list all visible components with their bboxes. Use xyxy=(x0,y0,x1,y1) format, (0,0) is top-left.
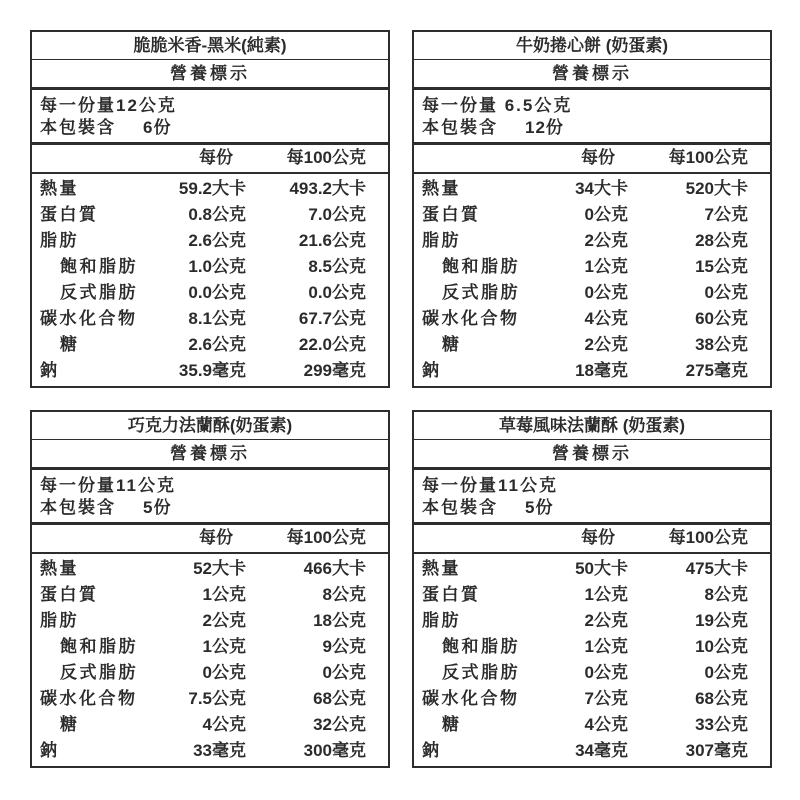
package-count-line xyxy=(422,117,770,139)
table-row xyxy=(32,332,388,358)
serving-size-line: 每一份量11公克 xyxy=(422,476,558,495)
table-row xyxy=(414,306,770,332)
package-label: 本包裝含 xyxy=(422,118,498,137)
nutrient-rows xyxy=(32,554,388,766)
per-serving-value: 1公克 xyxy=(584,637,628,656)
serving-size-line: 每一份量 6.5公克 xyxy=(422,96,573,115)
table-row xyxy=(414,608,770,634)
serving-size-line: 每一份量12公克 xyxy=(40,96,177,115)
table-row xyxy=(414,176,770,202)
serving-info xyxy=(414,470,770,525)
per-serving-value: 7.5公克 xyxy=(188,689,246,708)
nutrient-label: 飽和脂肪 xyxy=(442,257,520,276)
per-serving-header: 每份 xyxy=(199,148,233,167)
nutrient-label: 鈉 xyxy=(40,361,60,380)
per-serving-value: 34毫克 xyxy=(575,741,628,760)
per-serving-value: 4公克 xyxy=(584,309,628,328)
table-row xyxy=(32,176,388,202)
per-serving-value: 1公克 xyxy=(584,585,628,604)
per-100g-value: 0.0公克 xyxy=(308,283,366,302)
per-serving-value: 1公克 xyxy=(202,585,246,604)
per-100g-value: 60公克 xyxy=(695,309,748,328)
product-title: 草莓風味法蘭酥 (奶蛋素) xyxy=(414,412,770,440)
per-100g-value: 67.7公克 xyxy=(298,309,366,328)
per-serving-header: 每份 xyxy=(581,148,615,167)
nutrient-label: 飽和脂肪 xyxy=(60,637,138,656)
per-100g-value: 68公克 xyxy=(695,689,748,708)
per-serving-value: 0.8公克 xyxy=(188,205,246,224)
nutrient-label: 碳水化合物 xyxy=(40,689,138,708)
nutrient-label: 反式脂肪 xyxy=(60,663,138,682)
per-100g-header: 每100公克 xyxy=(286,148,366,167)
serving-info xyxy=(32,90,388,145)
per-100g-value: 493.2大卡 xyxy=(289,179,366,198)
table-row xyxy=(414,686,770,712)
nutrient-label: 蛋白質 xyxy=(40,205,99,224)
per-100g-value: 520大卡 xyxy=(685,179,748,198)
per-100g-value: 28公克 xyxy=(695,231,748,250)
per-serving-value: 4公克 xyxy=(202,715,246,734)
per-100g-value: 299毫克 xyxy=(303,361,366,380)
table-row xyxy=(414,228,770,254)
table-row xyxy=(414,738,770,764)
per-serving-value: 52大卡 xyxy=(193,559,246,578)
table-row xyxy=(32,686,388,712)
column-headers xyxy=(414,525,770,554)
package-count-line xyxy=(422,497,770,519)
column-headers xyxy=(32,525,388,554)
table-row xyxy=(32,634,388,660)
per-serving-value: 35.9毫克 xyxy=(178,361,246,380)
per-serving-value: 2公克 xyxy=(202,611,246,630)
nutrient-label: 脂肪 xyxy=(40,611,79,630)
nutrition-facts-heading: 營養標示 xyxy=(32,440,388,470)
nutrient-label: 熱量 xyxy=(40,179,79,198)
per-serving-value: 33毫克 xyxy=(193,741,246,760)
per-100g-value: 33公克 xyxy=(695,715,748,734)
per-serving-value: 59.2大卡 xyxy=(178,179,246,198)
nutrient-label: 脂肪 xyxy=(40,231,79,250)
nutrient-label: 飽和脂肪 xyxy=(60,257,138,276)
table-row xyxy=(414,660,770,686)
nutrient-label: 飽和脂肪 xyxy=(442,637,520,656)
nutrient-label: 反式脂肪 xyxy=(442,283,520,302)
nutrition-facts-heading: 營養標示 xyxy=(414,60,770,90)
per-100g-value: 9公克 xyxy=(322,637,366,656)
per-100g-header: 每100公克 xyxy=(668,528,748,547)
nutrient-rows xyxy=(414,554,770,766)
table-row xyxy=(32,358,388,384)
nutrient-label: 鈉 xyxy=(40,741,60,760)
table-row xyxy=(32,608,388,634)
column-headers xyxy=(32,145,388,174)
table-row xyxy=(32,280,388,306)
per-100g-value: 18公克 xyxy=(313,611,366,630)
package-count: 5份 xyxy=(143,498,172,517)
table-row xyxy=(32,228,388,254)
table-row xyxy=(414,254,770,280)
per-serving-value: 1公克 xyxy=(202,637,246,656)
nutrient-rows xyxy=(414,174,770,386)
nutrient-label: 蛋白質 xyxy=(422,205,481,224)
per-100g-value: 38公克 xyxy=(695,335,748,354)
nutrient-label: 碳水化合物 xyxy=(40,309,138,328)
nutrient-label: 熱量 xyxy=(422,179,461,198)
per-100g-value: 0公克 xyxy=(704,663,748,682)
per-100g-value: 8公克 xyxy=(704,585,748,604)
per-100g-value: 8.5公克 xyxy=(308,257,366,276)
per-serving-value: 2.6公克 xyxy=(188,335,246,354)
per-serving-value: 4公克 xyxy=(584,715,628,734)
per-serving-value: 2公克 xyxy=(584,335,628,354)
per-100g-value: 68公克 xyxy=(313,689,366,708)
nutrition-table-strawberry-wafer xyxy=(412,410,772,768)
per-serving-value: 0公克 xyxy=(584,283,628,302)
nutrient-rows xyxy=(32,174,388,386)
per-100g-value: 32公克 xyxy=(313,715,366,734)
nutrient-label: 碳水化合物 xyxy=(422,309,520,328)
per-serving-header: 每份 xyxy=(581,528,615,547)
per-100g-header: 每100公克 xyxy=(668,148,748,167)
product-title: 巧克力法蘭酥(奶蛋素) xyxy=(32,412,388,440)
per-100g-value: 19公克 xyxy=(695,611,748,630)
serving-size-line: 每一份量11公克 xyxy=(40,476,176,495)
table-row xyxy=(32,556,388,582)
per-serving-value: 2.6公克 xyxy=(188,231,246,250)
per-serving-value: 34大卡 xyxy=(575,179,628,198)
table-row xyxy=(32,306,388,332)
nutrition-table-crispy-rice xyxy=(30,30,390,388)
nutrition-facts-heading: 營養標示 xyxy=(32,60,388,90)
table-row xyxy=(414,556,770,582)
per-100g-value: 21.6公克 xyxy=(298,231,366,250)
product-title: 脆脆米香-黑米(純素) xyxy=(32,32,388,60)
table-row xyxy=(414,634,770,660)
per-serving-value: 1.0公克 xyxy=(188,257,246,276)
table-row xyxy=(414,358,770,384)
per-serving-value: 0公克 xyxy=(584,663,628,682)
nutrient-label: 鈉 xyxy=(422,741,442,760)
package-count: 12份 xyxy=(525,118,564,137)
per-serving-value: 7公克 xyxy=(584,689,628,708)
table-row xyxy=(32,660,388,686)
nutrition-table-milk-roll xyxy=(412,30,772,388)
per-100g-value: 22.0公克 xyxy=(298,335,366,354)
nutrient-label: 糖 xyxy=(60,335,80,354)
table-row xyxy=(414,582,770,608)
table-row xyxy=(32,254,388,280)
package-label: 本包裝含 xyxy=(40,118,116,137)
per-serving-value: 50大卡 xyxy=(575,559,628,578)
per-100g-value: 7.0公克 xyxy=(308,205,366,224)
nutrient-label: 熱量 xyxy=(40,559,79,578)
column-headers xyxy=(414,145,770,174)
per-serving-header: 每份 xyxy=(199,528,233,547)
per-serving-value: 1公克 xyxy=(584,257,628,276)
nutrient-label: 脂肪 xyxy=(422,611,461,630)
nutrition-labels-grid xyxy=(30,30,772,768)
nutrient-label: 脂肪 xyxy=(422,231,461,250)
serving-info xyxy=(414,90,770,145)
table-row xyxy=(32,202,388,228)
table-row xyxy=(414,280,770,306)
table-row xyxy=(32,738,388,764)
per-100g-value: 466大卡 xyxy=(303,559,366,578)
per-100g-value: 275毫克 xyxy=(685,361,748,380)
per-100g-value: 0公克 xyxy=(322,663,366,682)
serving-info xyxy=(32,470,388,525)
nutrient-label: 糖 xyxy=(60,715,80,734)
per-100g-value: 10公克 xyxy=(695,637,748,656)
package-count: 5份 xyxy=(525,498,554,517)
table-row xyxy=(32,582,388,608)
nutrient-label: 糖 xyxy=(442,335,462,354)
table-row xyxy=(414,332,770,358)
nutrient-label: 鈉 xyxy=(422,361,442,380)
nutrition-facts-heading: 營養標示 xyxy=(414,440,770,470)
package-label: 本包裝含 xyxy=(422,498,498,517)
per-100g-value: 8公克 xyxy=(322,585,366,604)
nutrient-label: 熱量 xyxy=(422,559,461,578)
table-row xyxy=(414,712,770,738)
table-row xyxy=(414,202,770,228)
per-serving-value: 8.1公克 xyxy=(188,309,246,328)
per-100g-header: 每100公克 xyxy=(286,528,366,547)
nutrient-label: 碳水化合物 xyxy=(422,689,520,708)
per-100g-value: 0公克 xyxy=(704,283,748,302)
per-serving-value: 18毫克 xyxy=(575,361,628,380)
table-row xyxy=(32,712,388,738)
per-100g-value: 15公克 xyxy=(695,257,748,276)
per-100g-value: 7公克 xyxy=(704,205,748,224)
per-100g-value: 475大卡 xyxy=(685,559,748,578)
package-count: 6份 xyxy=(143,118,172,137)
per-serving-value: 2公克 xyxy=(584,611,628,630)
nutrient-label: 反式脂肪 xyxy=(60,283,138,302)
product-title: 牛奶捲心餅 (奶蛋素) xyxy=(414,32,770,60)
nutrient-label: 糖 xyxy=(442,715,462,734)
package-count-line xyxy=(40,497,388,519)
nutrient-label: 蛋白質 xyxy=(40,585,99,604)
per-serving-value: 0.0公克 xyxy=(188,283,246,302)
per-serving-value: 0公克 xyxy=(584,205,628,224)
package-label: 本包裝含 xyxy=(40,498,116,517)
nutrient-label: 蛋白質 xyxy=(422,585,481,604)
per-100g-value: 300毫克 xyxy=(303,741,366,760)
nutrition-table-chocolate-wafer xyxy=(30,410,390,768)
nutrient-label: 反式脂肪 xyxy=(442,663,520,682)
per-serving-value: 0公克 xyxy=(202,663,246,682)
package-count-line xyxy=(40,117,388,139)
per-100g-value: 307毫克 xyxy=(685,741,748,760)
per-serving-value: 2公克 xyxy=(584,231,628,250)
